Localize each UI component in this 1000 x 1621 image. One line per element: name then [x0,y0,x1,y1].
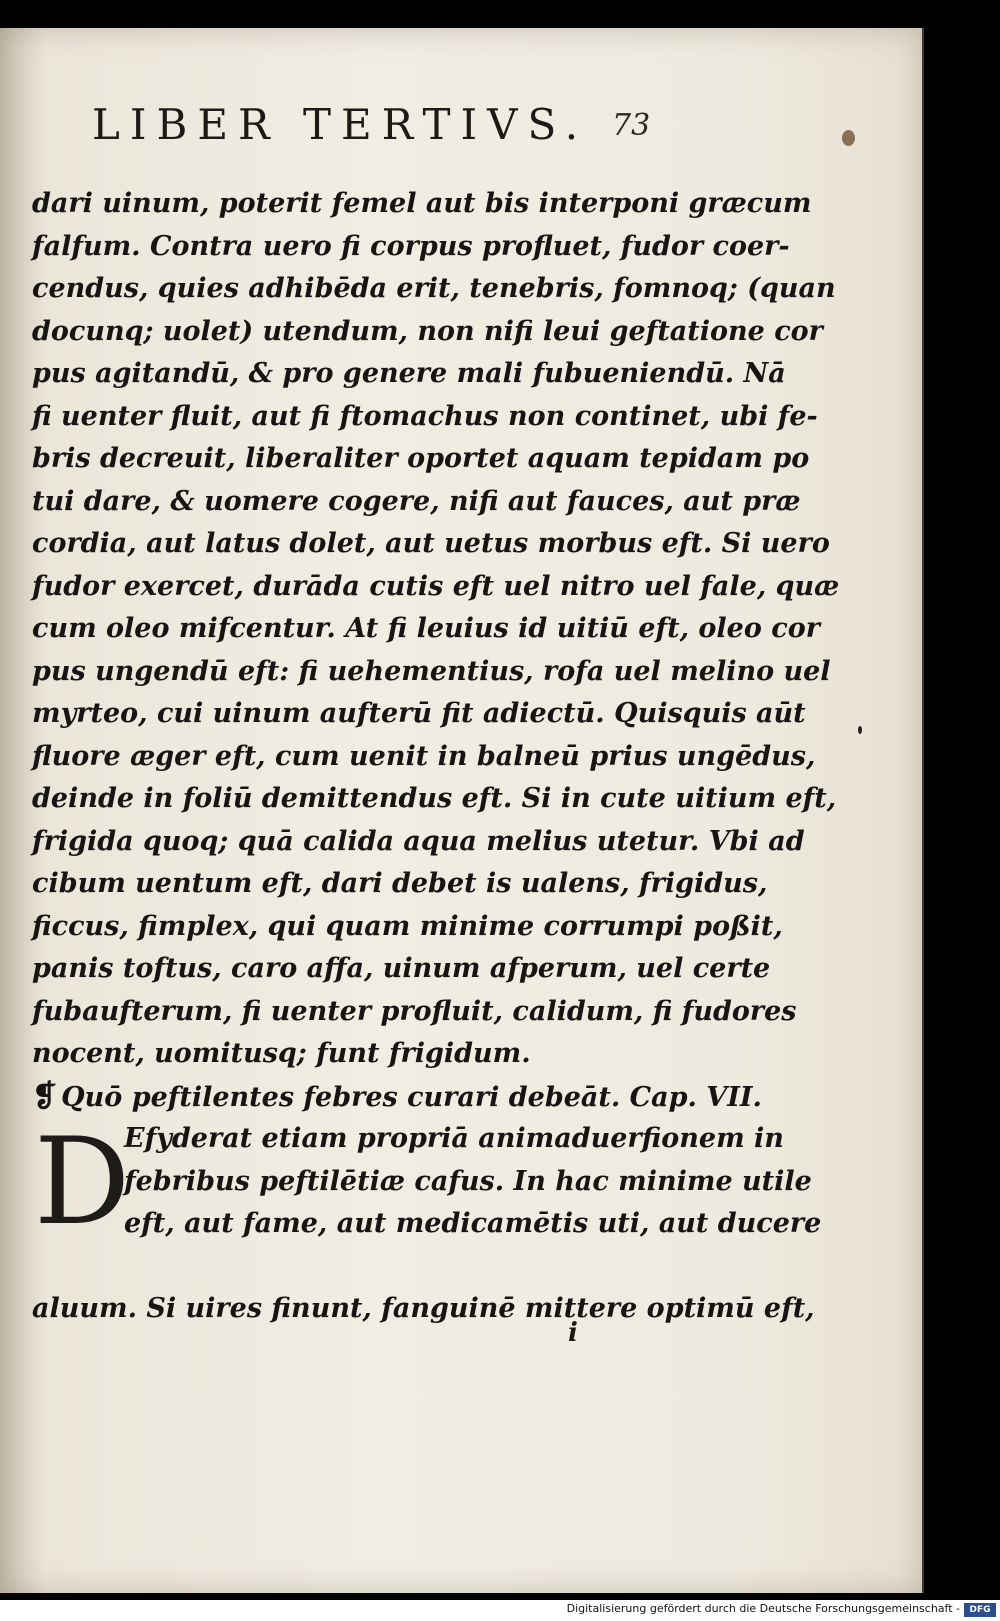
chapter-opening [32,1113,822,1288]
body-text [32,183,840,1331]
text-line: cordia, aut latus dolet, aut uetus morbus eft. Si uero [32,528,830,559]
paper-speck [858,726,862,734]
digitization-footer [0,1600,1000,1621]
pilcrow-icon: ❡ [32,1078,58,1114]
text-line: aluum. Si uires finunt, fanguinē mittere optimū eft, [32,1293,815,1324]
folio-number: 73 [612,108,651,143]
text-line: docunq; uolet) utendum, non nifi leui geftatione cor [32,315,823,347]
funding-credit: Digitalisierung gefördert durch die Deutsche Forschungsgemeinschaft - [566,1602,960,1615]
text-line: deinde in foliū demittendus eft. Si in cute uitium eft, [32,783,837,814]
text-line: eft, aut fame, aut medicamētis uti, aut ducere [124,1208,822,1239]
text-line: cum oleo mifcentur. At fi leuius id uitiū eft, oleo cor [32,613,820,644]
book-page [0,28,924,1593]
text-line: nocent, uomitusq; funt frigidum. [32,1038,531,1069]
text-line: Efyderat etiam propriā animaduerfionem in [124,1123,784,1154]
text-line: pus agitandū, & pro genere mali fubueniendū. Nā [32,358,786,389]
signature-mark: i [568,1318,578,1348]
text-line: fi uenter fluit, aut fi ftomachus non continet, ubi fe- [32,400,818,432]
running-head: LIBER TERTIVS. [92,100,589,149]
text-line: dari uinum, poterit femel aut bis interponi græcum [32,188,812,219]
text-line: fubaufterum, fi uenter profluit, calidum, fi fudores [32,995,797,1027]
text-line: fudor exercet, durāda cutis eft uel nitro uel fale, quæ [32,570,840,602]
page-header [92,100,692,160]
drop-cap-initial: D [34,1113,131,1252]
text-line: cibum uentum eft, dari debet is ualens, frigidus, [32,868,768,899]
indented-lines [124,1118,822,1246]
chapter-heading [32,1076,762,1119]
paragraph [32,183,840,1076]
text-line: falfum. Contra uero fi corpus profluet, fudor coer- [32,230,790,262]
text-line: myrteo, cui uinum aufterū fit adiectū. Quisquis aūt [32,698,806,729]
paper-stain [842,130,855,146]
text-line: fluore æger eft, cum uenit in balneū prius ungēdus, [32,740,816,772]
text-line: bris decreuit, liberaliter oportet aquam tepidam po [32,443,810,474]
dfg-logo: DFG [964,1603,996,1617]
text-line: febribus peftilētiæ cafus. In hac minime utile [124,1165,812,1197]
text-line: panis toftus, caro affa, uinum afperum, uel certe [32,953,771,984]
text-line: tui dare, & uomere cogere, nifi aut fauces, aut præ [32,485,801,517]
text-line: ficcus, fimplex, qui quam minime corrumpi poßit, [32,910,783,942]
text-line: pus ungendū eft: fi uehementius, rofa uel melino uel [32,655,831,687]
chapter-heading-text: Quō peftilentes febres curari debeāt. Cap. VII. [61,1081,762,1113]
text-line: frigida quoq; quā calida aqua melius utetur. Vbi ad [32,825,805,857]
text-line: cendus, quies adhibēda erit, tenebris, fomnoq; (quan [32,273,836,304]
